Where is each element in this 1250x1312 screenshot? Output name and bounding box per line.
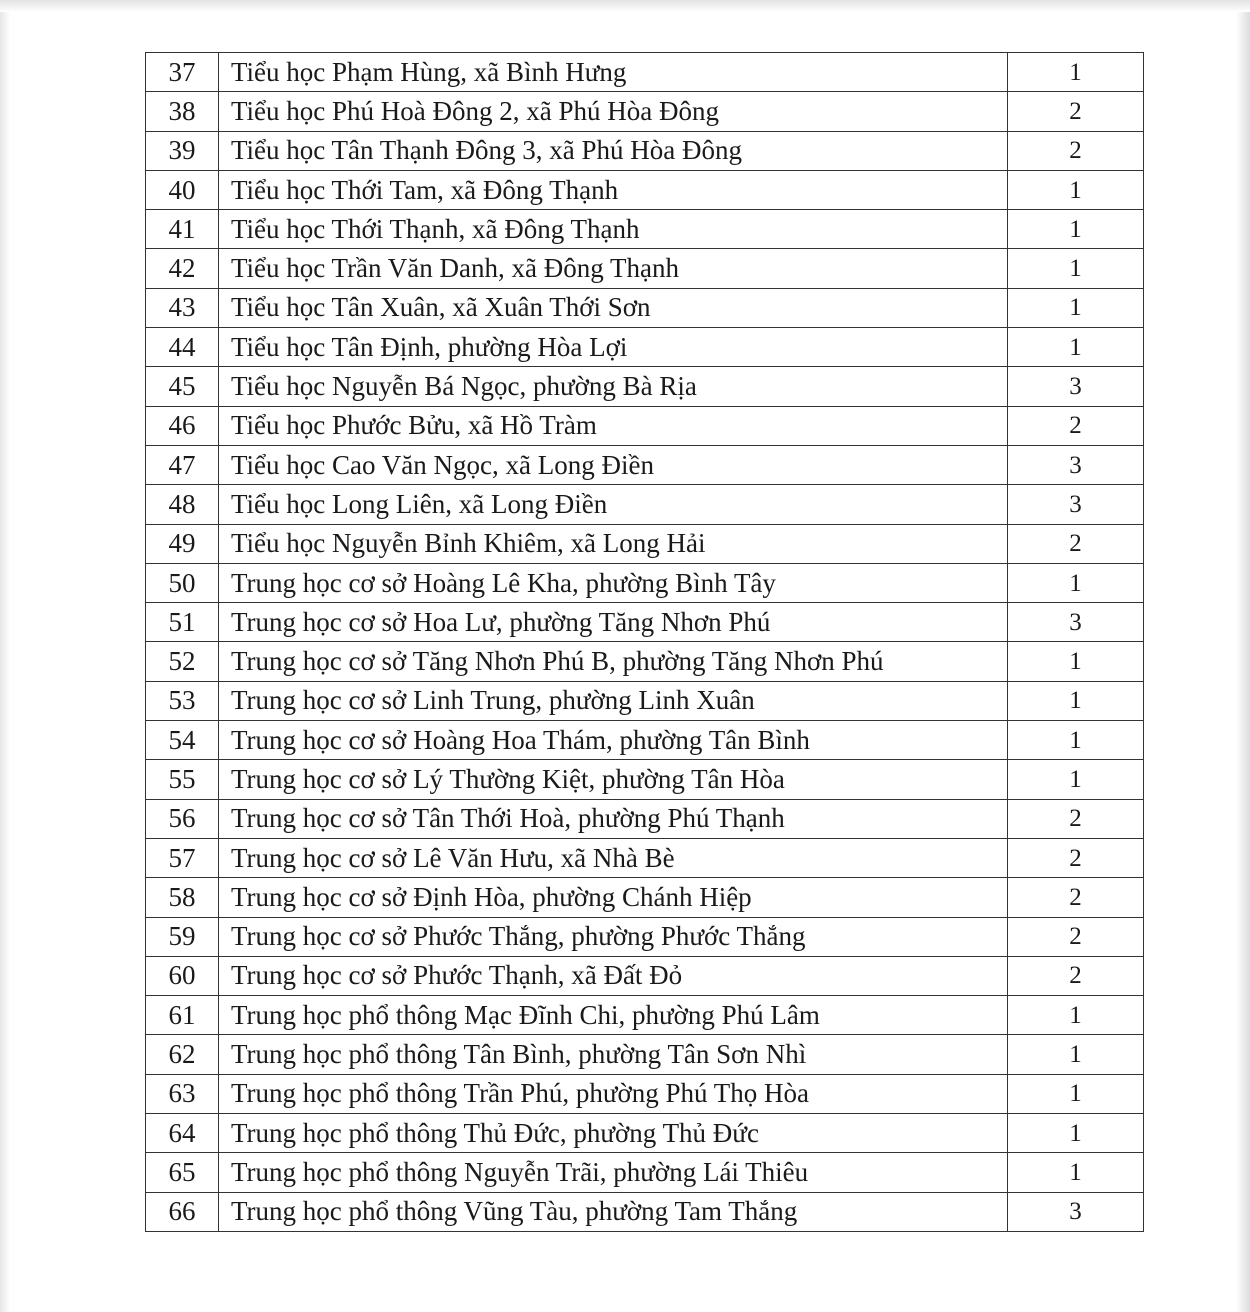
row-number-cell: 45 [146, 367, 219, 406]
table-row [146, 524, 1144, 563]
quantity-cell: 1 [1008, 1153, 1144, 1192]
table-row [146, 1114, 1144, 1153]
table-row [146, 1153, 1144, 1192]
table-row [146, 996, 1144, 1035]
row-number-cell: 52 [146, 642, 219, 681]
table-row [146, 92, 1144, 131]
quantity-cell: 1 [1008, 288, 1144, 327]
school-name-cell: Tiểu học Phú Hoà Đông 2, xã Phú Hòa Đông [219, 92, 1008, 131]
quantity-cell: 2 [1008, 838, 1144, 877]
quantity-cell: 2 [1008, 917, 1144, 956]
row-number-cell: 61 [146, 996, 219, 1035]
quantity-cell: 2 [1008, 524, 1144, 563]
quantity-cell: 3 [1008, 603, 1144, 642]
row-number-cell: 47 [146, 445, 219, 484]
school-name-cell: Tiểu học Tân Thạnh Đông 3, xã Phú Hòa Đông [219, 131, 1008, 170]
table-row [146, 131, 1144, 170]
row-number-cell: 48 [146, 485, 219, 524]
row-number-cell: 59 [146, 917, 219, 956]
row-number-cell: 62 [146, 1035, 219, 1074]
quantity-cell: 1 [1008, 1114, 1144, 1153]
quantity-cell: 2 [1008, 799, 1144, 838]
school-name-cell: Trung học cơ sở Phước Thạnh, xã Đất Đỏ [219, 956, 1008, 995]
school-name-cell: Trung học cơ sở Định Hòa, phường Chánh Hiệp [219, 878, 1008, 917]
row-number-cell: 38 [146, 92, 219, 131]
quantity-cell: 1 [1008, 53, 1144, 92]
school-list-table [145, 52, 1144, 1232]
table-row [146, 367, 1144, 406]
school-name-cell: Trung học cơ sở Lê Văn Hưu, xã Nhà Bè [219, 838, 1008, 877]
school-name-cell: Tiểu học Phước Bửu, xã Hồ Tràm [219, 406, 1008, 445]
quantity-cell: 1 [1008, 328, 1144, 367]
quantity-cell: 3 [1008, 445, 1144, 484]
school-name-cell: Trung học cơ sở Phước Thắng, phường Phước Thắng [219, 917, 1008, 956]
school-name-cell: Trung học phổ thông Tân Bình, phường Tân Sơn Nhì [219, 1035, 1008, 1074]
table-row [146, 1074, 1144, 1113]
row-number-cell: 53 [146, 681, 219, 720]
row-number-cell: 65 [146, 1153, 219, 1192]
school-name-cell: Tiểu học Phạm Hùng, xã Bình Hưng [219, 53, 1008, 92]
quantity-cell: 2 [1008, 406, 1144, 445]
quantity-cell: 2 [1008, 92, 1144, 131]
row-number-cell: 57 [146, 838, 219, 877]
row-number-cell: 44 [146, 328, 219, 367]
table-row [146, 799, 1144, 838]
table-row [146, 760, 1144, 799]
quantity-cell: 3 [1008, 367, 1144, 406]
table-row [146, 210, 1144, 249]
quantity-cell: 1 [1008, 1074, 1144, 1113]
row-number-cell: 64 [146, 1114, 219, 1153]
table-row [146, 170, 1144, 209]
row-number-cell: 58 [146, 878, 219, 917]
page-shadow-left [0, 0, 10, 1312]
quantity-cell: 1 [1008, 249, 1144, 288]
quantity-cell: 2 [1008, 878, 1144, 917]
page-shadow-top [0, 0, 1250, 12]
table-row [146, 603, 1144, 642]
row-number-cell: 66 [146, 1192, 219, 1231]
school-name-cell: Trung học phổ thông Thủ Đức, phường Thủ Đức [219, 1114, 1008, 1153]
table-row [146, 563, 1144, 602]
table-row [146, 288, 1144, 327]
row-number-cell: 60 [146, 956, 219, 995]
school-name-cell: Tiểu học Nguyễn Bỉnh Khiêm, xã Long Hải [219, 524, 1008, 563]
school-name-cell: Tiểu học Nguyễn Bá Ngọc, phường Bà Rịa [219, 367, 1008, 406]
school-name-cell: Trung học phổ thông Trần Phú, phường Phú Thọ Hòa [219, 1074, 1008, 1113]
table-row [146, 917, 1144, 956]
row-number-cell: 51 [146, 603, 219, 642]
quantity-cell: 2 [1008, 131, 1144, 170]
row-number-cell: 63 [146, 1074, 219, 1113]
quantity-cell: 3 [1008, 1192, 1144, 1231]
quantity-cell: 1 [1008, 210, 1144, 249]
quantity-cell: 1 [1008, 760, 1144, 799]
school-name-cell: Trung học cơ sở Hoàng Hoa Thám, phường Tân Bình [219, 721, 1008, 760]
table-row [146, 485, 1144, 524]
table-row [146, 328, 1144, 367]
row-number-cell: 42 [146, 249, 219, 288]
quantity-cell: 1 [1008, 996, 1144, 1035]
table-row [146, 1035, 1144, 1074]
school-name-cell: Trung học phổ thông Nguyễn Trãi, phường Lái Thiêu [219, 1153, 1008, 1192]
row-number-cell: 54 [146, 721, 219, 760]
row-number-cell: 41 [146, 210, 219, 249]
table-row [146, 838, 1144, 877]
table-row [146, 721, 1144, 760]
table-row [146, 406, 1144, 445]
row-number-cell: 49 [146, 524, 219, 563]
quantity-cell: 3 [1008, 485, 1144, 524]
table-row [146, 53, 1144, 92]
school-name-cell: Trung học cơ sở Hoa Lư, phường Tăng Nhơn Phú [219, 603, 1008, 642]
school-name-cell: Trung học cơ sở Linh Trung, phường Linh Xuân [219, 681, 1008, 720]
school-name-cell: Tiểu học Long Liên, xã Long Điền [219, 485, 1008, 524]
school-name-cell: Tiểu học Trần Văn Danh, xã Đông Thạnh [219, 249, 1008, 288]
table-row [146, 249, 1144, 288]
school-name-cell: Tiểu học Thới Thạnh, xã Đông Thạnh [219, 210, 1008, 249]
table-row [146, 956, 1144, 995]
school-name-cell: Trung học cơ sở Tăng Nhơn Phú B, phường Tăng Nhơn Phú [219, 642, 1008, 681]
row-number-cell: 55 [146, 760, 219, 799]
table-row [146, 1192, 1144, 1231]
page-shadow-right [1236, 0, 1250, 1312]
quantity-cell: 1 [1008, 721, 1144, 760]
row-number-cell: 40 [146, 170, 219, 209]
table-row [146, 878, 1144, 917]
row-number-cell: 56 [146, 799, 219, 838]
school-name-cell: Tiểu học Tân Định, phường Hòa Lợi [219, 328, 1008, 367]
school-name-cell: Tiểu học Thới Tam, xã Đông Thạnh [219, 170, 1008, 209]
quantity-cell: 1 [1008, 1035, 1144, 1074]
quantity-cell: 1 [1008, 170, 1144, 209]
quantity-cell: 1 [1008, 642, 1144, 681]
quantity-cell: 1 [1008, 563, 1144, 602]
table-row [146, 681, 1144, 720]
row-number-cell: 43 [146, 288, 219, 327]
row-number-cell: 50 [146, 563, 219, 602]
school-name-cell: Trung học phổ thông Vũng Tàu, phường Tam Thắng [219, 1192, 1008, 1231]
quantity-cell: 1 [1008, 681, 1144, 720]
row-number-cell: 37 [146, 53, 219, 92]
row-number-cell: 39 [146, 131, 219, 170]
quantity-cell: 2 [1008, 956, 1144, 995]
table-row [146, 642, 1144, 681]
school-name-cell: Trung học cơ sở Hoàng Lê Kha, phường Bình Tây [219, 563, 1008, 602]
school-name-cell: Trung học phổ thông Mạc Đĩnh Chi, phường Phú Lâm [219, 996, 1008, 1035]
school-name-cell: Tiểu học Cao Văn Ngọc, xã Long Điền [219, 445, 1008, 484]
row-number-cell: 46 [146, 406, 219, 445]
table-row [146, 445, 1144, 484]
school-name-cell: Tiểu học Tân Xuân, xã Xuân Thới Sơn [219, 288, 1008, 327]
school-name-cell: Trung học cơ sở Lý Thường Kiệt, phường Tân Hòa [219, 760, 1008, 799]
school-name-cell: Trung học cơ sở Tân Thới Hoà, phường Phú Thạnh [219, 799, 1008, 838]
table-body [146, 53, 1144, 1232]
